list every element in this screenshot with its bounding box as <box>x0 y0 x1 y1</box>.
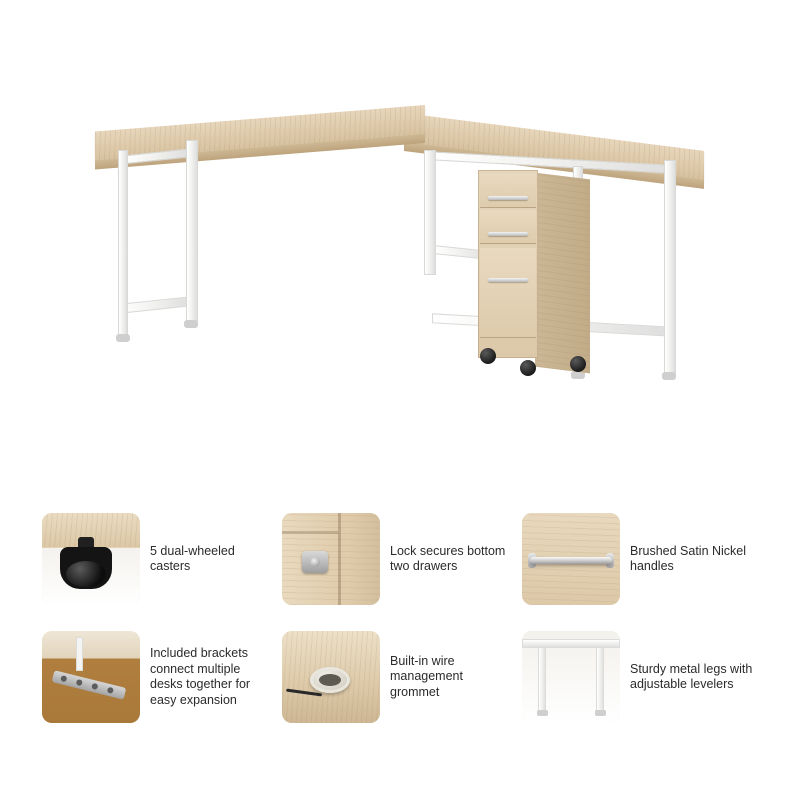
feature-label: Brushed Satin Nickel handles <box>630 543 747 573</box>
lock-icon <box>282 513 380 605</box>
feature-legs <box>522 618 762 736</box>
caster-icon <box>480 348 496 364</box>
cabinet-drawer-middle <box>480 210 536 244</box>
caster-icon <box>570 356 586 372</box>
metal-leg-icon <box>522 631 620 723</box>
cabinet-drawer-file <box>480 248 536 338</box>
handle-icon <box>488 196 528 200</box>
feature-label: Included brackets connect multiple desks together for easy expansion <box>150 646 251 707</box>
feature-handles <box>522 500 762 618</box>
caster-icon <box>520 360 536 376</box>
leveler-foot <box>184 320 198 328</box>
desk-leg-right-back <box>664 160 676 375</box>
desk-leg-back-left <box>186 140 198 322</box>
desk-leg-center <box>424 150 436 275</box>
cabinet-side-panel <box>535 173 590 374</box>
desk-rail-left-lower <box>120 296 190 313</box>
bracket-icon <box>42 631 140 723</box>
feature-label: Lock secures bottom two drawers <box>390 543 506 573</box>
feature-label: Sturdy metal legs with adjustable levelers <box>630 661 753 691</box>
feature-row-2 <box>42 618 764 736</box>
caster-icon <box>42 513 140 605</box>
handle-icon <box>488 278 528 282</box>
cabinet-front <box>478 170 538 358</box>
feature-grommet <box>282 618 522 736</box>
grommet-icon <box>282 631 380 723</box>
feature-row-1 <box>42 500 764 618</box>
feature-label: 5 dual-wheeled casters <box>150 543 235 573</box>
cabinet-drawer-top <box>480 174 536 208</box>
feature-brackets <box>42 618 282 736</box>
desk-leg-front-left <box>118 150 128 336</box>
feature-casters <box>42 500 282 618</box>
leveler-foot <box>116 334 130 342</box>
feature-grid <box>42 500 764 736</box>
handle-icon <box>522 513 620 605</box>
feature-lock <box>282 500 522 618</box>
leveler-foot <box>662 372 676 380</box>
handle-icon <box>488 232 528 236</box>
mobile-file-cabinet <box>478 170 590 362</box>
feature-label: Built-in wire management grommet <box>390 653 463 699</box>
